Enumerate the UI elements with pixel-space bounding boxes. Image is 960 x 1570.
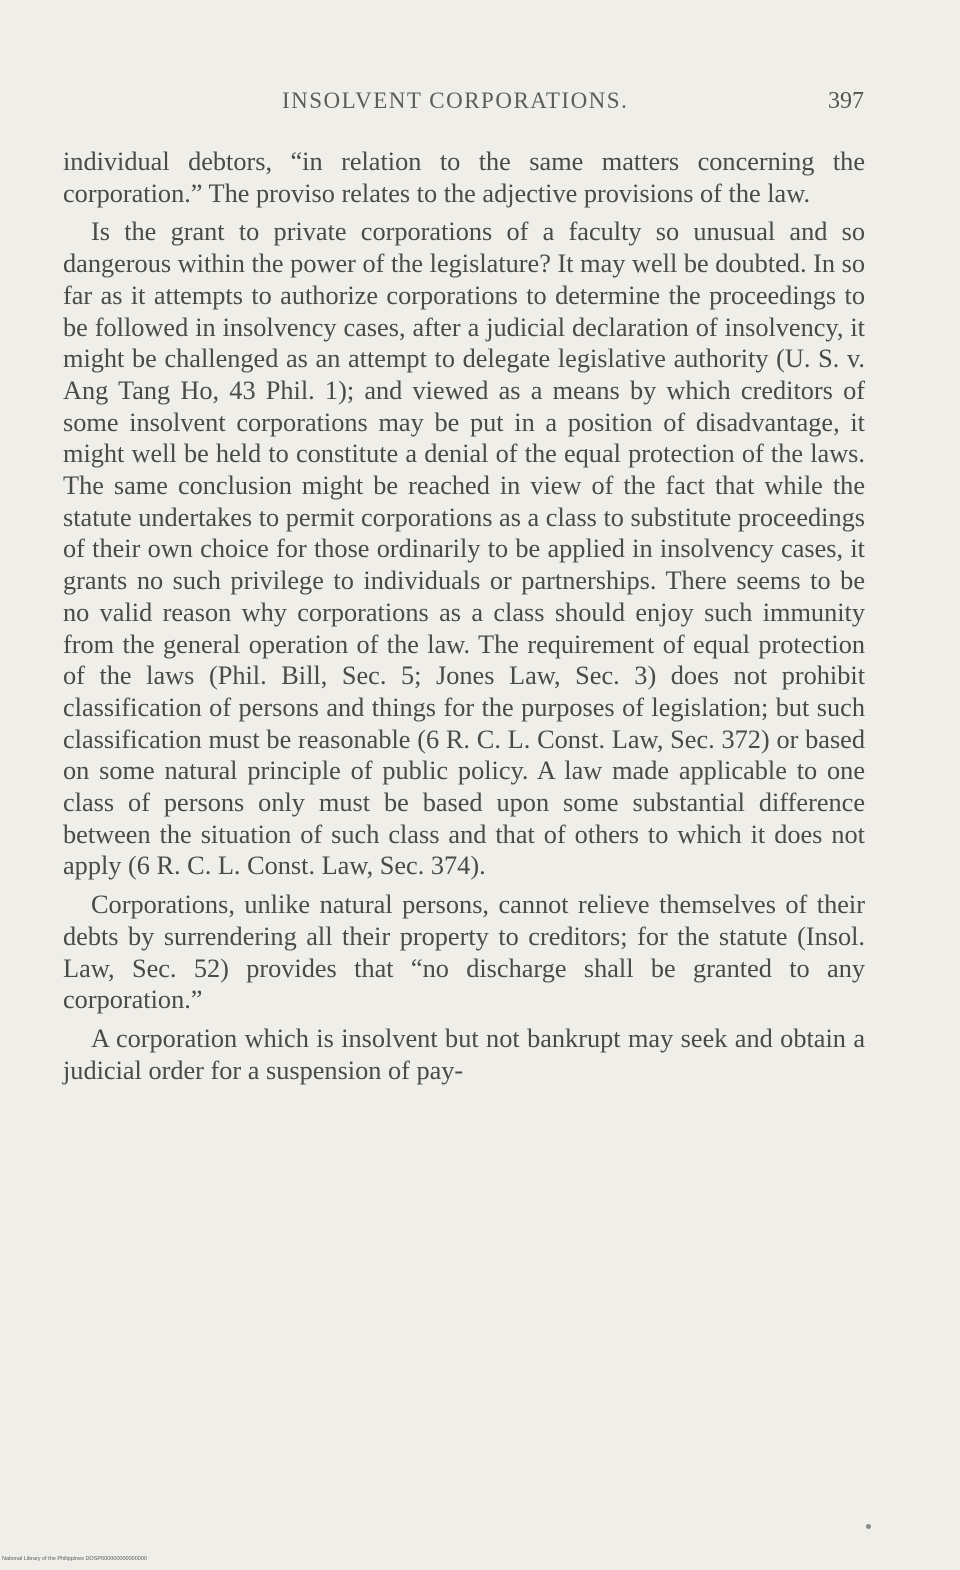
running-title: INSOLVENT CORPORATIONS. (282, 88, 629, 113)
ink-spot-mark (866, 1524, 871, 1529)
body-text (63, 146, 865, 1086)
page-number: 397 (828, 88, 864, 114)
paragraph-equal-protection: Is the grant to private corporations of a faculty so unusual and so dangerous within the power of the legislature? It may well be doubted. In so far as it attempts to authorize corporations to determine the proceedings to be followed in insolvency cases, after a judicial declaration of insolvency, it might be challenged as an attempt to delegate legislative authority (U. S. v. Ang Tang Ho, 43 Phil. 1); and viewed as a means by which creditors of some insolvent corporations may be put in a position of disadvantage, it might well be held to constitute a denial of the equal protection of the laws. The same conclusion might be reached in view of the fact that while the statute undertakes to permit corporations as a class to substitute proceedings of their own choice for those ordinarily to be applied in insolvency cases, it grants no such privilege to individuals or partnerships. There seems to be no valid reason why corporations as a class should enjoy such immunity from the general operation of the law. The requirement of equal protection of the laws (Phil. Bill, Sec. 5; Jones Law, Sec. 3) does not prohibit classification of persons and things for the purposes of legislation; but such classification must be reasonable (6 R. C. L. Const. Law, Sec. 372) or based on some natural principle of public policy. A law made applicable to one class of persons only must be based upon some substantial difference between the situation of such class and that of others to which it does not apply (6 R. C. L. Const. Law, Sec. 374). (63, 217, 865, 881)
paragraph-continuation: individual debtors, “in relation to the same matters concerning the corporation.” The proviso relates to the adjective provisions of the law. (63, 147, 865, 208)
paragraph-discharge: Corporations, unlike natural persons, cannot relieve themselves of their debts by surrendering all their property to creditors; for the statute (Insol. Law, Sec. 52) provides that “no discharge shall be granted to any corporation.” (63, 890, 865, 1015)
running-head (0, 88, 960, 124)
paragraph-suspension: A corporation which is insolvent but not bankrupt may seek and obtain a judicial order for a suspension of pay- (63, 1023, 865, 1085)
footer-credit: National Library of the Philippines DOSP000000000000000 (2, 1556, 147, 1562)
